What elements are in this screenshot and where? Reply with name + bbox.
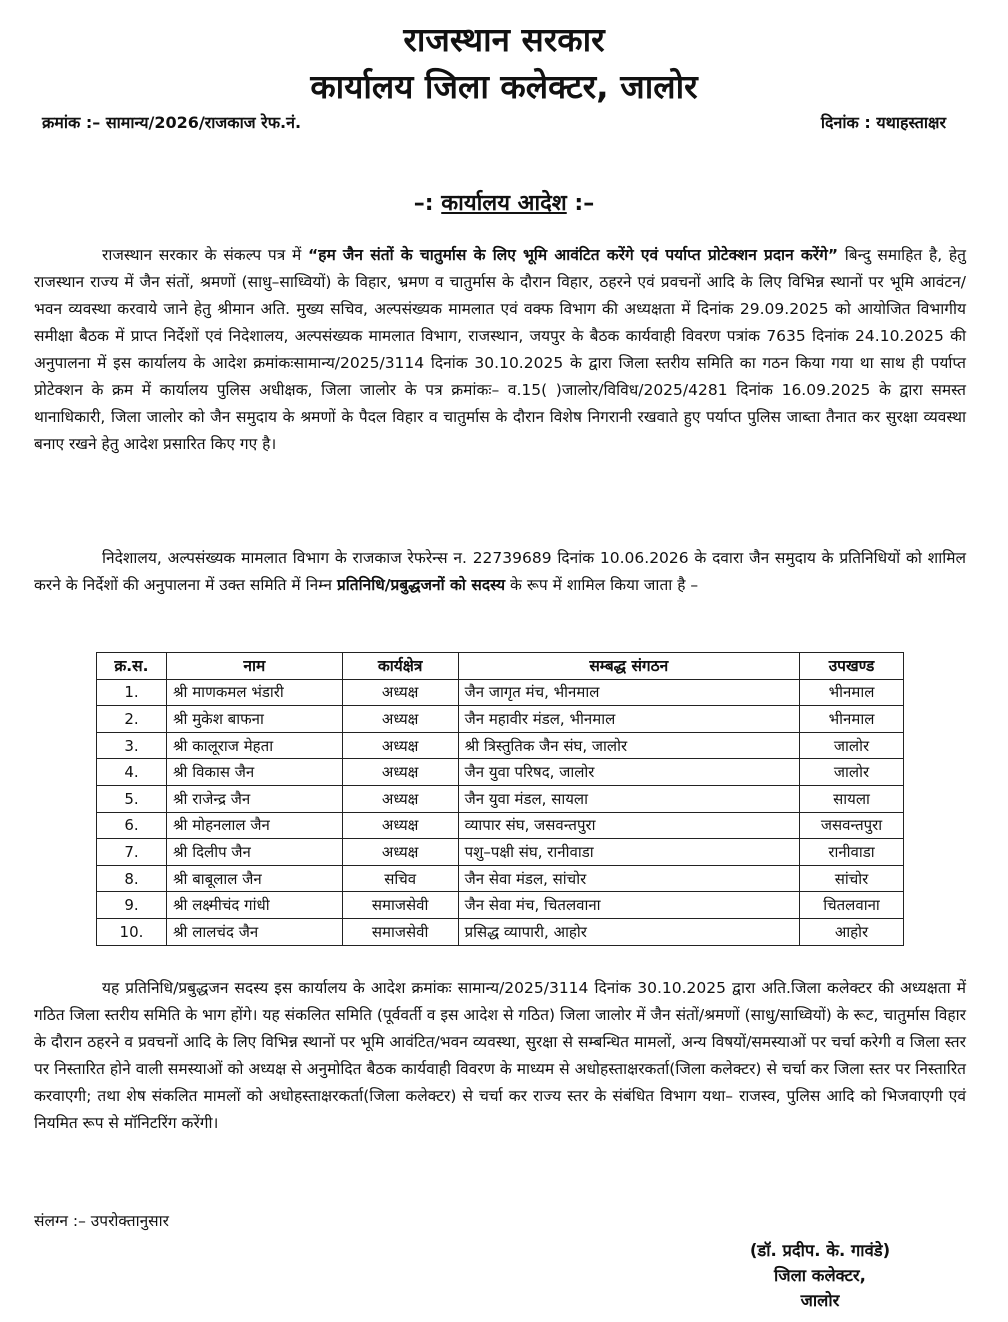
organization-cell: पशु–पक्षी संघ, रानीवाडा — [458, 839, 799, 866]
name-cell: श्री माणकमल भंडारी — [166, 679, 342, 706]
subdivision-cell: आहोर — [800, 918, 904, 945]
name-cell: श्री बाबूलाल जैन — [166, 865, 342, 892]
column-header-role: कार्यक्षेत्र — [342, 653, 458, 680]
signatory-designation: जिला कलेक्टर, — [774, 1266, 866, 1285]
table-row — [97, 892, 904, 919]
table-row — [97, 865, 904, 892]
paragraph-background — [34, 242, 966, 458]
role-cell: अध्यक्ष — [342, 679, 458, 706]
organization-cell: जैन युवा परिषद, जालोर — [458, 759, 799, 786]
signatory-name: (डॉ. प्रदीप. के. गावंडे) — [749, 1241, 891, 1260]
government-title: राजस्थान सरकार — [403, 20, 605, 59]
serial-cell: 7. — [97, 839, 167, 866]
subdivision-cell: जालोर — [800, 732, 904, 759]
serial-cell: 8. — [97, 865, 167, 892]
organization-cell: जैन युवा मंडल, सायला — [458, 785, 799, 812]
reference-date: दिनांक : यथाहस्ताक्षर — [820, 113, 946, 132]
subdivision-cell: रानीवाडा — [800, 839, 904, 866]
role-cell: अध्यक्ष — [342, 759, 458, 786]
organization-cell: जैन सेवा मंडल, सांचोर — [458, 865, 799, 892]
paragraph-background-intro: राजस्थान सरकार के संकल्प पत्र में — [102, 246, 309, 264]
name-cell: श्री मोहनलाल जैन — [166, 812, 342, 839]
serial-cell: 10. — [97, 918, 167, 945]
name-cell: श्री दिलीप जैन — [166, 839, 342, 866]
role-cell: अध्यक्ष — [342, 732, 458, 759]
column-header-organization: सम्बद्ध संगठन — [458, 653, 799, 680]
paragraph-directive-intro: निदेशालय, अल्पसंख्यक मामलात विभाग के राजकाज रेफरेन्स न. 22739689 दिनांक 10.06.2026 के दवारा जैन समुदाय के प्रतिनिधियों को शामिल करने के निर्देशों की अनुपालना में उक्त समिति में निम्न — [34, 549, 966, 594]
serial-cell: 3. — [97, 732, 167, 759]
table-row — [97, 679, 904, 706]
order-title — [0, 188, 1008, 220]
order-title-text: कार्यालय आदेश — [441, 191, 567, 216]
members-emphasis: प्रतिनिधि/प्रबुद्धजनों को सदस्य — [336, 576, 506, 594]
name-cell: श्री विकास जैन — [166, 759, 342, 786]
serial-cell: 9. — [97, 892, 167, 919]
subdivision-cell: चितलवाना — [800, 892, 904, 919]
order-title-suffix: :– — [574, 191, 595, 216]
column-header-name: नाम — [166, 653, 342, 680]
column-header-serial: क्र.स. — [97, 653, 167, 680]
role-cell: अध्यक्ष — [342, 839, 458, 866]
role-cell: अध्यक्ष — [342, 812, 458, 839]
office-title: कार्यालय जिला कलेक्टर, जालोर — [310, 67, 698, 106]
column-header-subdivision: उपखण्ड — [800, 653, 904, 680]
role-cell: अध्यक्ष — [342, 706, 458, 733]
table-row — [97, 732, 904, 759]
subdivision-cell: जसवन्तपुरा — [800, 812, 904, 839]
serial-cell: 6. — [97, 812, 167, 839]
subdivision-cell: भीनमाल — [800, 706, 904, 733]
table-row — [97, 918, 904, 945]
resolution-quote: “हम जैन संतों के चातुर्मास के लिए भूमि आवंटित करेंगे एवं पर्याप्त प्रोटेक्शन प्रदान करेंगे” — [308, 246, 839, 264]
name-cell: श्री मुकेश बाफना — [166, 706, 342, 733]
name-cell: श्री राजेन्द्र जैन — [166, 785, 342, 812]
role-cell: सचिव — [342, 865, 458, 892]
name-cell: श्री लालचंद जैन — [166, 918, 342, 945]
members-table — [96, 652, 904, 946]
paragraph-directive — [34, 545, 966, 599]
organization-cell: श्री त्रिस्तुतिक जैन संघ, जालोर — [458, 732, 799, 759]
serial-cell: 2. — [97, 706, 167, 733]
table-row — [97, 759, 904, 786]
serial-cell: 4. — [97, 759, 167, 786]
subdivision-cell: भीनमाल — [800, 679, 904, 706]
table-header-row — [97, 653, 904, 680]
reference-number: क्रमांक :– सामान्य/2026/राजकाज रेफ.नं. — [42, 113, 302, 132]
paragraph-directive-rest: के रूप में शामिल किया जाता है – — [505, 576, 699, 594]
signatory-place: जालोर — [800, 1291, 840, 1310]
table-row — [97, 706, 904, 733]
name-cell: श्री कालूराज मेहता — [166, 732, 342, 759]
table-row — [97, 839, 904, 866]
order-title-prefix: –: — [413, 191, 434, 216]
name-cell: श्री लक्ष्मीचंद गांधी — [166, 892, 342, 919]
role-cell: समाजसेवी — [342, 918, 458, 945]
organization-cell: प्रसिद्ध व्यापारी, आहोर — [458, 918, 799, 945]
table-row — [97, 812, 904, 839]
subdivision-cell: जालोर — [800, 759, 904, 786]
role-cell: समाजसेवी — [342, 892, 458, 919]
subdivision-cell: सायला — [800, 785, 904, 812]
serial-cell: 5. — [97, 785, 167, 812]
organization-cell: व्यापार संघ, जसवन्तपुरा — [458, 812, 799, 839]
table-row — [97, 785, 904, 812]
paragraph-background-rest: बिन्दु समाहित है, हेतु राजस्थान राज्य में जैन संतों, श्रमणों (साधु–साध्वियों) के विहार, भ्रमण व चातुर्मास के दौरान विहार, ठहरने एवं प्रवचनों आदि के लिए विभिन्न स्थानों पर भूमि आवंटन/भवन व्यवस्था करवाये जाने हेतु श्रीमान अति. मुख्य सचिव, अल्पसंख्यक मामलात एवं वक्फ विभाग की अध्यक्षता में दिनांक 29.09.2025 को आयोजित विभागीय समीक्षा बैठक में प्राप्त निर्देशों एवं निदेशालय, अल्पसंख्यक मामलात विभाग, राजस्थान, जयपुर के बैठक कार्यवाही विवरण पत्रांक 7635 दिनांक 24.10.2025 की अनुपालना में इस कार्यालय के आदेश क्रमांकःसामान्य/2025/3114 दिनांक 30.10.2025 के द्वारा जिला स्तरीय समिति का गठन किया गया था साथ ही पर्याप्त प्रोटेक्शन के क्रम में कार्यालय पुलिस अधीक्षक, जिला जालोर के पत्र क्रमांकः– व.15( )जालोर/विविध/2025/4281 दिनांक 16.09.2025 के द्वारा समस्त थानाधिकारी, जिला जालोर को जैन समुदाय के श्रमणों के पैदल विहार व चातुर्मास के दौरान विशेष निगरानी रखवाते हुए पर्याप्त पुलिस जाब्ता तैनात कर सुरक्षा व्यवस्था बनाए रखने हेतु आदेश प्रसारित किए गए है। — [34, 246, 966, 453]
role-cell: अध्यक्ष — [342, 785, 458, 812]
organization-cell: जैन महावीर मंडल, भीनमाल — [458, 706, 799, 733]
enclosure-line: संलग्न :– उपरोक्तानुसार — [34, 1212, 170, 1230]
paragraph-committee-role: यह प्रतिनिधि/प्रबुद्धजन सदस्य इस कार्यालय के आदेश क्रमांकः सामान्य/2025/3114 दिनांक 30.10.2025 द्वारा अति.जिला कलेक्टर की अध्यक्षता में गठित जिला स्तरीय समिति के भाग होंगे। यह संकलित समिति (पूर्ववर्ती व इस आदेश से गठित) जिला जालोर में जैन संतों/श्रमणों (साधु/साध्वियों) के रूट, चातुर्मास विहार के दौरान ठहरने व प्रवचनों आदि के लिए विभिन्न स्थानों पर भूमि आवंटित/भवन व्यवस्था, सुरक्षा से सम्बन्धित मामलों, अन्य विषयों/समस्याओं पर चर्चा करेगी व जिला स्तर पर निस्तारित होने वाली समस्याओं को अध्यक्ष से अनुमोदित बैठक कार्यवाही विवरण के माध्यम से अधोहस्ताक्षरकर्ता(जिला कलेक्टर) से चर्चा कर जिला स्तर पर निस्तारित करवाएगी; तथा शेष संकलित मामलों को अधोहस्ताक्षरकर्ता(जिला कलेक्टर) से चर्चा कर राज्य स्तर के संबंधित विभाग यथा– राजस्व, पुलिस आदि को भिजवाएगी एवं नियमित रूप से मॉनिटरिंग करेंगी। — [34, 979, 966, 1132]
serial-cell: 1. — [97, 679, 167, 706]
organization-cell: जैन जागृत मंच, भीनमाल — [458, 679, 799, 706]
subdivision-cell: सांचोर — [800, 865, 904, 892]
organization-cell: जैन सेवा मंच, चितलवाना — [458, 892, 799, 919]
